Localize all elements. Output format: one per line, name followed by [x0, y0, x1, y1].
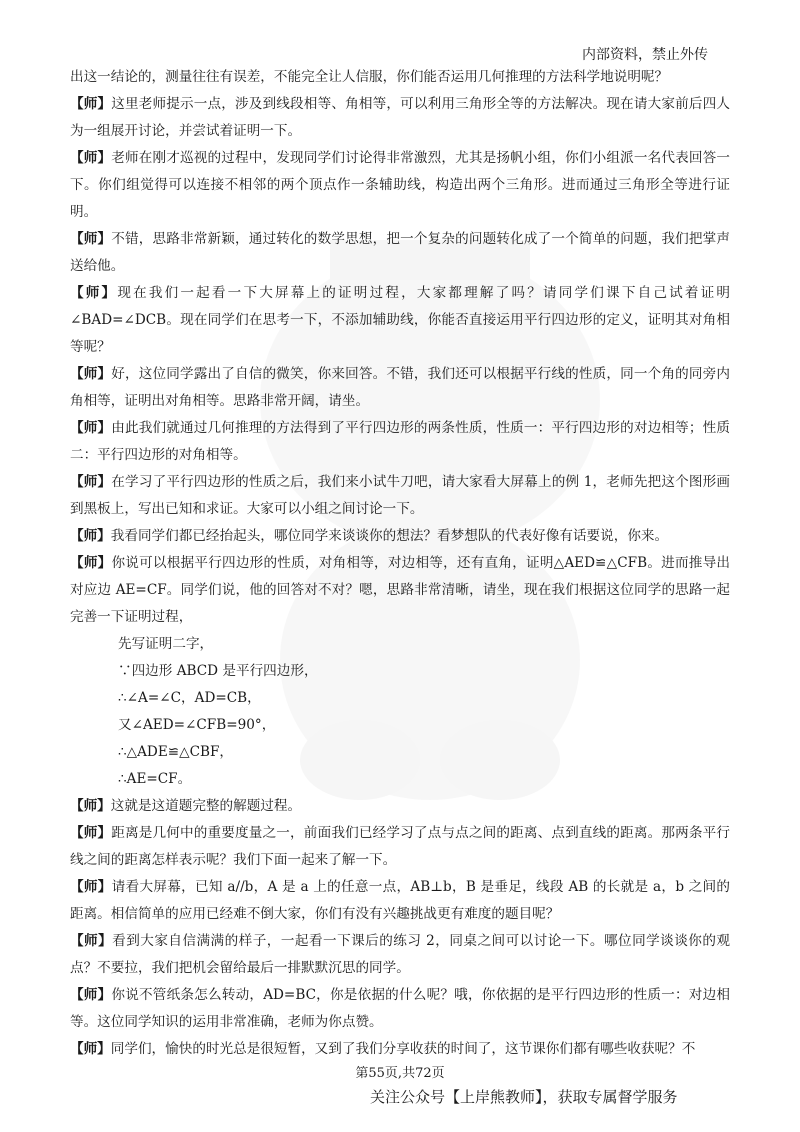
- proof-line: ∵四边形 ABCD 是平行四边形，: [118, 663, 318, 679]
- proof-line: 又∠AED=∠CFB=90°，: [118, 717, 276, 733]
- paragraph: 【师】不错，思路非常新颖，通过转化的数学思想，把一个复杂的问题转化成了一个简单的问题，我们把掌声送给他。: [70, 231, 731, 274]
- paragraph: 【师】距离是几何中的重要度量之一，前面我们已经学习了点与点之间的距离、点到直线的距离。那两条平行线之间的距离怎样表示呢？我们下面一起来了解一下。: [70, 825, 731, 868]
- confidential-note: 内部资料，禁止外传: [582, 47, 708, 63]
- paragraph: 【师】由此我们就通过几何推理的方法得到了平行四边形的两条性质，性质一：平行四边形的对边相等；性质二：平行四边形的对角相等。: [70, 420, 731, 463]
- paragraph: 【师】老师在刚才巡视的过程中，发现同学们讨论得非常激烈，尤其是扬帆小组，你们小组派一名代表回答一下。你们组觉得可以连接不相邻的两个顶点作一条辅助线，构造出两个三角形。进而通过三角形全等进行证明。: [70, 150, 731, 220]
- paragraph: 【师】现在我们一起看一下大屏幕上的证明过程，大家都理解了吗？请同学们课下自己试着证明∠BAD=∠DCB。现在同学们在思考一下，不添加辅助线，你能否直接运用平行四边形的定义，证明其对角相等呢？: [70, 285, 731, 355]
- paragraph: 【师】请看大屏幕，已知 a//b，A 是 a 上的任意一点，AB⊥b，B 是垂足，线段 AB 的长就是 a，b 之间的距离。相信简单的应用已经难不倒大家，你们有没有兴趣挑战更有难度的题目呢？: [70, 879, 731, 922]
- page-number: 第55页,共72页: [355, 1066, 445, 1081]
- footer-promo: 关注公众号【上岸熊教师】，获取专属督学服务: [370, 1088, 678, 1106]
- paragraph: 【师】同学们，愉快的时光总是很短暂，又到了我们分享收获的时间了，这节课你们都有哪些收获呢？不: [70, 1041, 696, 1057]
- paragraph: 【师】你说不管纸条怎么转动，AD=BC，你是依据的什么呢？哦，你依据的是平行四边形的性质一：对边相等。这位同学知识的运用非常准确，老师为你点赞。: [70, 987, 730, 1030]
- paragraph: 【师】好，这位同学露出了自信的微笑，你来回答。不错，我们还可以根据平行线的性质，同一个角的同旁内角相等，证明出对角相等。思路非常开阔，请坐。: [70, 366, 731, 409]
- paragraph: 【师】你说可以根据平行四边形的性质，对角相等，对边相等，还有直角，证明△AED≌△CFB。进而推导出对应边 AE=CF。同学们说，他的回答对不对？嗯，思路非常清晰，请坐，现在我们根据这位同学的思路一起完善一下证明过程，: [70, 555, 731, 625]
- paragraph: 【师】这就是这道题完整的解题过程。: [70, 798, 302, 814]
- paragraph: 出这一结论的，测量往往有误差，不能完全让人信服，你们能否运用几何推理的方法科学地说明呢？: [70, 69, 669, 85]
- proof-line: 先写证明二字，: [118, 636, 214, 652]
- proof-line: ∴AE=CF。: [118, 771, 192, 787]
- document-body: [70, 64, 730, 1063]
- proof-line: ∴∠A=∠C，AD=CB，: [118, 690, 261, 706]
- proof-line: ∴△ADE≌△CBF，: [118, 744, 234, 760]
- paragraph: 【师】这里老师提示一点，涉及到线段相等、角相等，可以利用三角形全等的方法解决。现在请大家前后四人为一组展开讨论，并尝试着证明一下。: [70, 96, 731, 139]
- paragraph: 【师】在学习了平行四边形的性质之后，我们来小试牛刀吧，请大家看大屏幕上的例 1，老师先把这个图形画到黑板上，写出已知和求证。大家可以小组之间讨论一下。: [70, 474, 731, 517]
- paragraph: 【师】我看同学们都已经抬起头，哪位同学来谈谈你的想法？看梦想队的代表好像有话要说，你来。: [70, 528, 669, 544]
- paragraph: 【师】看到大家自信满满的样子，一起看一下课后的练习 2，同桌之间可以讨论一下。哪位同学谈谈你的观点？不要拉，我们把机会留给最后一排默默沉思的同学。: [70, 933, 731, 976]
